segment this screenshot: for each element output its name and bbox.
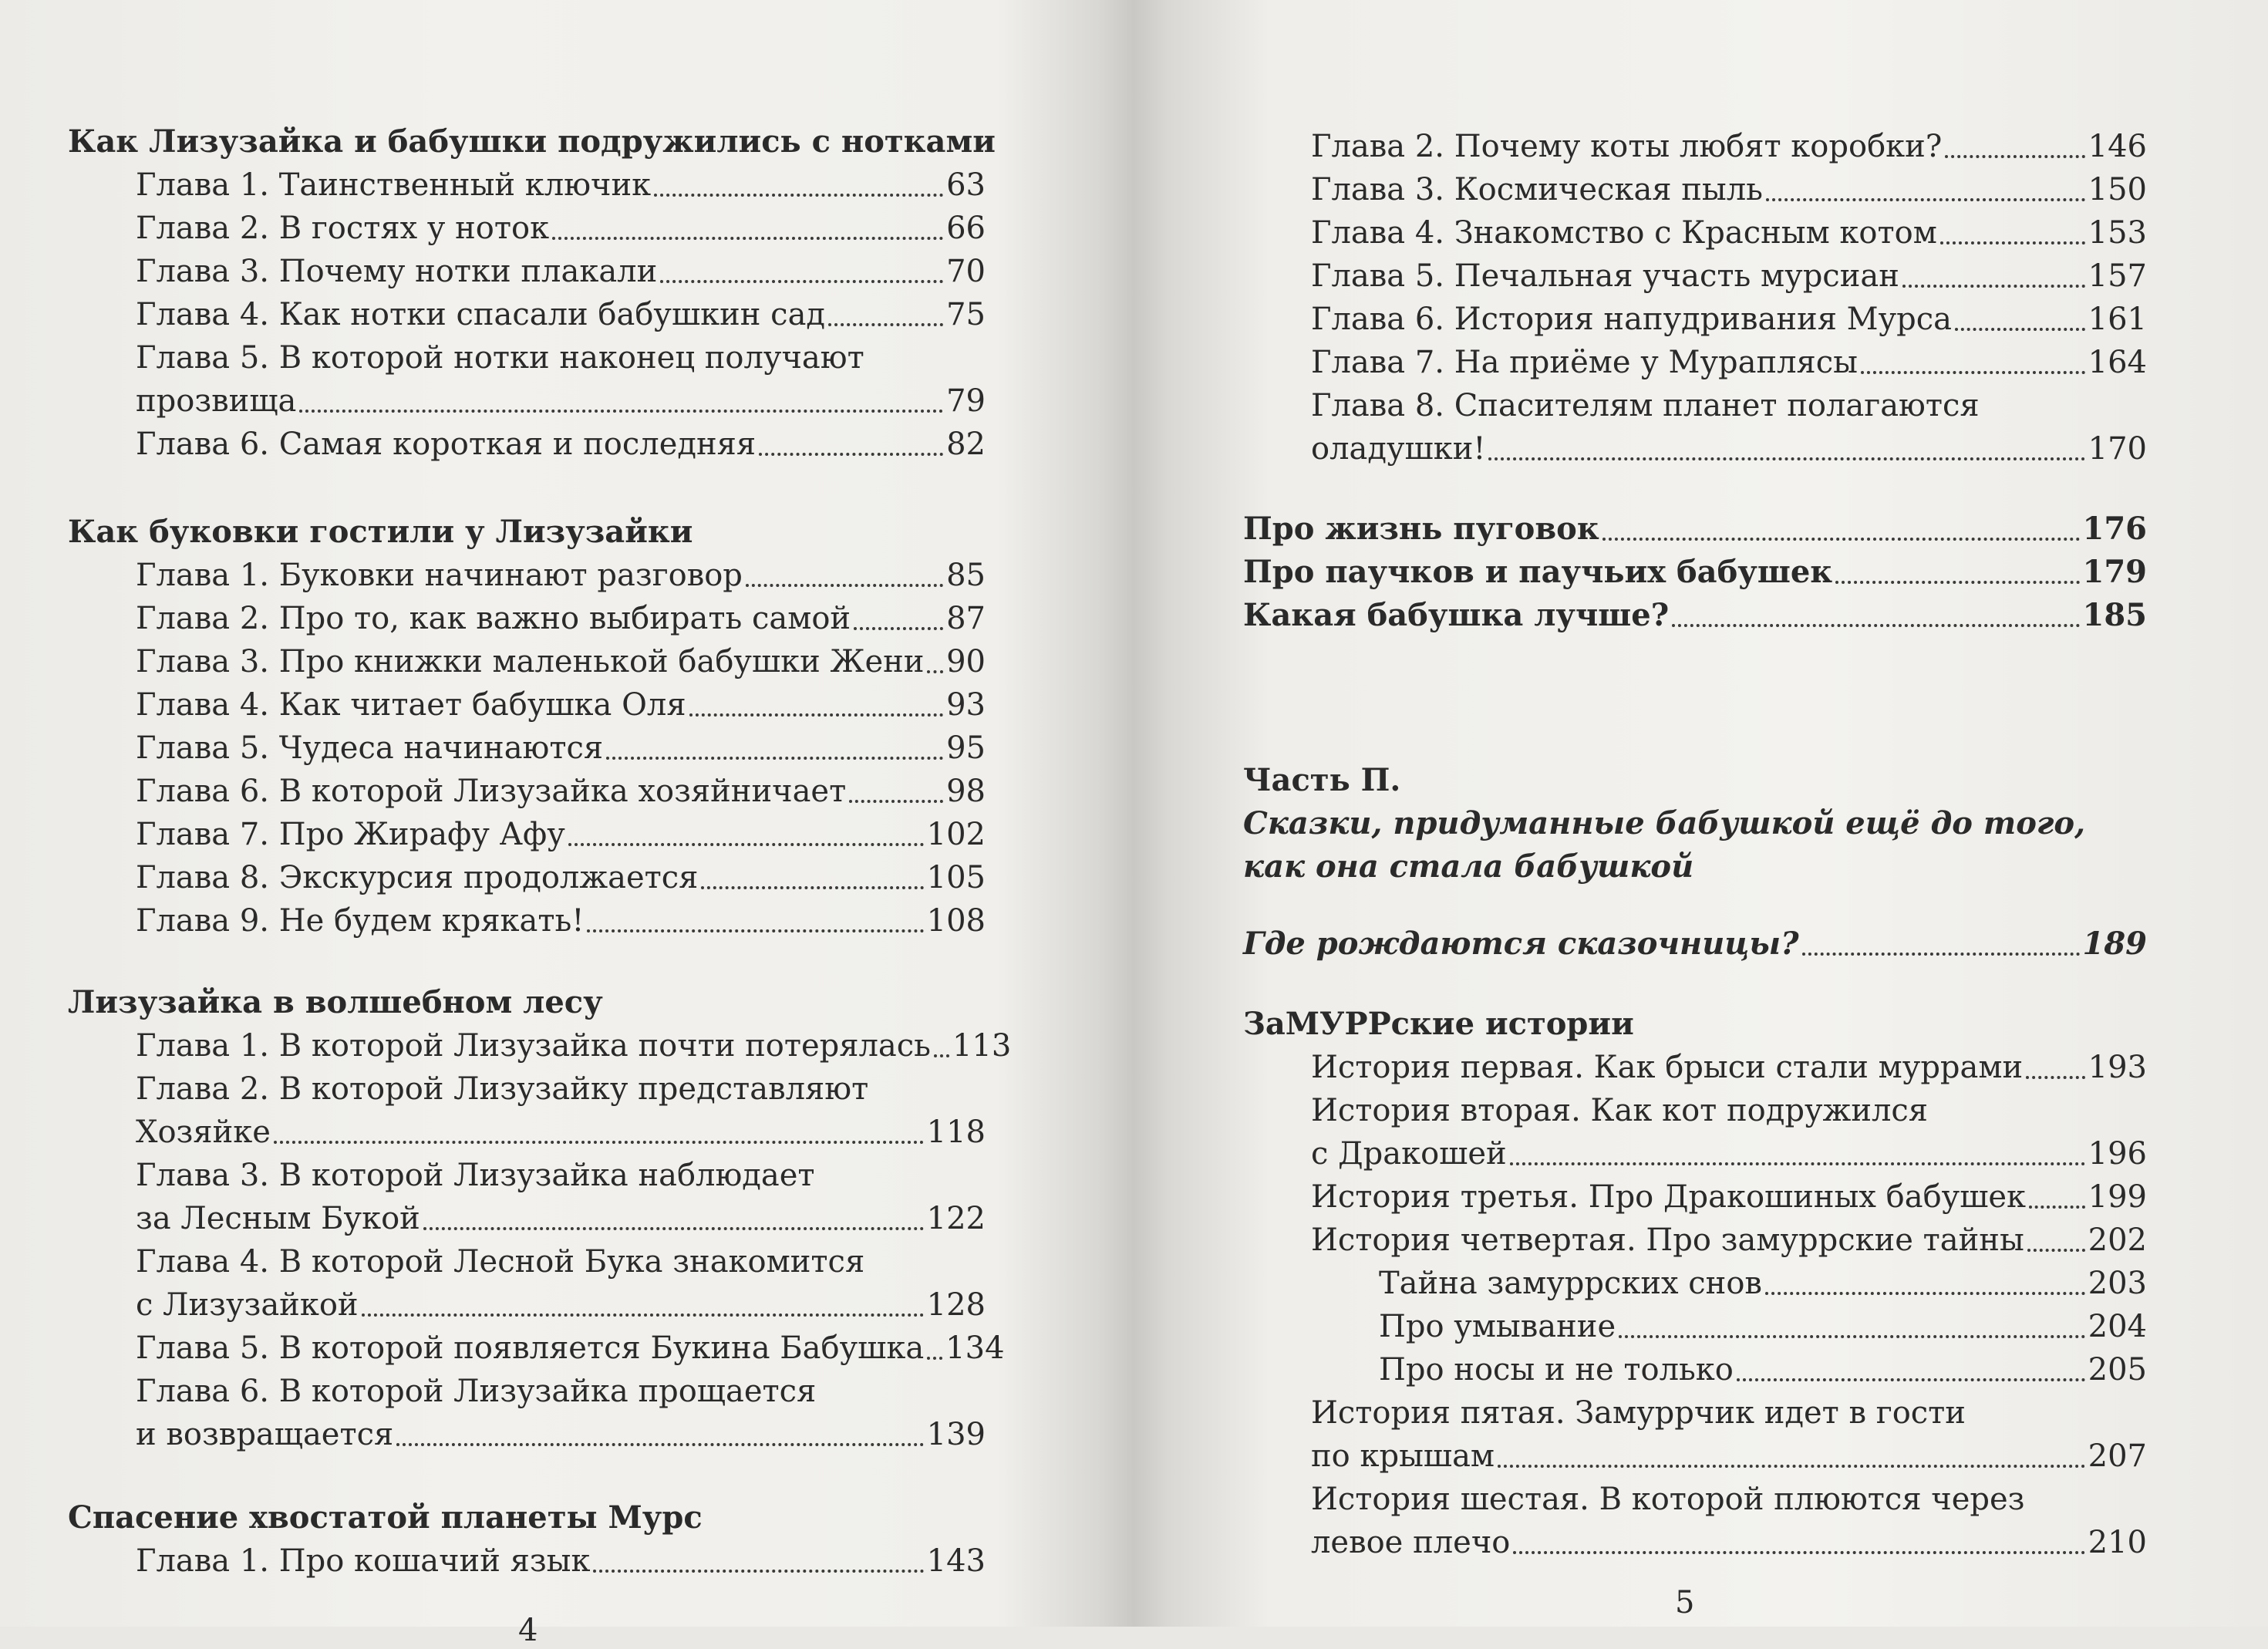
toc-entry: История третья. Про Дракошиных бабушек 199 bbox=[1311, 1179, 2147, 1215]
toc-entry: Про паучков и паучьих бабушек 179 bbox=[1243, 554, 2147, 590]
toc-entry-line: Глава 6. В которой Лизузайка прощается bbox=[136, 1374, 817, 1409]
toc-italic-entry bbox=[1243, 922, 2147, 966]
toc-entry: Какая бабушка лучше? 185 bbox=[1243, 597, 2147, 633]
section-title: Как буковки гостили у Лизузайки bbox=[68, 514, 693, 550]
toc-entry: Глава 1. Таинственный ключик 63 bbox=[136, 167, 986, 203]
toc-entry: по крышам 207 bbox=[1311, 1438, 2147, 1474]
toc-entry: История четвертая. Про замуррские тайны 202 bbox=[1311, 1222, 2147, 1258]
toc-entry: левое плечо 210 bbox=[1311, 1525, 2147, 1560]
toc-section bbox=[68, 1496, 986, 1583]
toc-entry: Глава 8. Экскурсия продолжается 105 bbox=[136, 860, 986, 895]
toc-entry: Глава 2. Почему коты любят коробки? 146 bbox=[1311, 129, 2147, 164]
toc-entry: Глава 3. Почему нотки плакали 70 bbox=[136, 254, 986, 289]
toc-entry: Где рождаются сказочницы? 189 bbox=[1243, 926, 2147, 962]
part-subtitle: Сказки, придуманные бабушкой ещё до того, bbox=[1243, 805, 2085, 841]
toc-entry: Глава 1. В которой Лизузайка почти потерялась 113 bbox=[136, 1028, 1012, 1064]
page-number: 5 bbox=[1675, 1585, 1695, 1620]
section-title: ЗаМУРРские истории bbox=[1243, 1006, 1634, 1042]
toc-entry: Глава 6. Самая короткая и последняя 82 bbox=[136, 427, 986, 462]
toc-section-continued bbox=[1243, 125, 2147, 470]
toc-entry: Глава 2. В гостях у ноток 66 bbox=[136, 211, 986, 246]
toc-entry: Глава 7. На приёме у Мураплясы 164 bbox=[1311, 345, 2147, 380]
page-number: 4 bbox=[518, 1613, 538, 1648]
toc-entry: Про жизнь пуговок 176 bbox=[1243, 511, 2147, 547]
toc-entry-line: История шестая. В которой плюются через bbox=[1311, 1482, 2025, 1517]
right-page bbox=[1243, 0, 2147, 1627]
toc-subentry: Тайна замуррских снов 203 bbox=[1379, 1266, 2147, 1301]
section-title: Лизузайка в волшебном лесу bbox=[68, 984, 603, 1020]
toc-entry-line: Глава 8. Спасителям планет полагаются bbox=[1311, 388, 1980, 423]
toc-entry: Глава 3. Космическая пыль 150 bbox=[1311, 172, 2147, 207]
left-page bbox=[68, 0, 1012, 1648]
toc-entry-line: Глава 2. В которой Лизузайку представляют bbox=[136, 1071, 869, 1107]
section-title: Как Лизузайка и бабушки подружились с нотками bbox=[68, 123, 996, 160]
toc-entry-line: Глава 4. В которой Лесной Бука знакомится bbox=[136, 1244, 865, 1280]
toc-entry: с Лизузайкой 128 bbox=[136, 1287, 986, 1323]
toc-section bbox=[1243, 1003, 2147, 1564]
toc-entry: Глава 4. Как нотки спасали бабушкин сад 75 bbox=[136, 297, 986, 332]
toc-section bbox=[68, 120, 996, 466]
toc-entry: Глава 3. Про книжки маленькой бабушки Жени 90 bbox=[136, 644, 986, 679]
toc-standalone bbox=[1243, 508, 2147, 637]
toc-entry-line: История пятая. Замуррчик идет в гости bbox=[1311, 1395, 1966, 1431]
toc-subentry: Про умывание 204 bbox=[1379, 1309, 2147, 1344]
toc-entry: Глава 5. Чудеса начинаются 95 bbox=[136, 730, 986, 766]
part-subtitle: как она стала бабушкой bbox=[1243, 848, 1694, 885]
part-title: Часть П. bbox=[1243, 762, 1401, 798]
toc-entry: Глава 1. Буковки начинают разговор 85 bbox=[136, 558, 986, 593]
toc-section bbox=[68, 981, 1012, 1456]
toc-entry: Глава 7. Про Жирафу Афу 102 bbox=[136, 817, 986, 852]
toc-entry: Глава 4. Знакомство с Красным котом 153 bbox=[1311, 215, 2147, 251]
toc-entry: Хозяйке 118 bbox=[136, 1115, 986, 1150]
toc-entry: Глава 6. История напудривания Мурса 161 bbox=[1311, 302, 2147, 337]
toc-entry: за Лесным Букой 122 bbox=[136, 1201, 986, 1236]
toc-entry: Глава 1. Про кошачий язык 143 bbox=[136, 1543, 986, 1579]
toc-entry: Глава 4. Как читает бабушка Оля 93 bbox=[136, 687, 986, 723]
section-title: Спасение хвостатой планеты Мурс bbox=[68, 1499, 703, 1536]
toc-entry-line: Глава 3. В которой Лизузайка наблюдает bbox=[136, 1158, 815, 1193]
toc-entry: Глава 2. Про то, как важно выбирать самой 87 bbox=[136, 601, 986, 636]
toc-entry: с Дракошей 196 bbox=[1311, 1136, 2147, 1172]
toc-entry-line: История вторая. Как кот подружился bbox=[1311, 1093, 1929, 1128]
toc-entry: Глава 9. Не будем крякать! 108 bbox=[136, 903, 986, 939]
toc-entry: История первая. Как брыси стали муррами 193 bbox=[1311, 1050, 2147, 1085]
toc-entry: Глава 5. В которой появляется Букина Бабушка 134 bbox=[136, 1330, 1005, 1366]
part-heading bbox=[1243, 759, 2147, 889]
toc-entry: и возвращается 139 bbox=[136, 1417, 986, 1452]
toc-entry: Глава 6. В которой Лизузайка хозяйничает 98 bbox=[136, 774, 986, 809]
toc-entry: прозвища 79 bbox=[136, 383, 986, 419]
toc-entry-line: Глава 5. В которой нотки наконец получают bbox=[136, 340, 864, 376]
toc-entry: оладушки! 170 bbox=[1311, 431, 2147, 467]
toc-entry: Глава 5. Печальная участь мурсиан 157 bbox=[1311, 258, 2147, 294]
toc-section bbox=[68, 511, 986, 943]
toc-subentry: Про носы и не только 205 bbox=[1379, 1352, 2147, 1388]
